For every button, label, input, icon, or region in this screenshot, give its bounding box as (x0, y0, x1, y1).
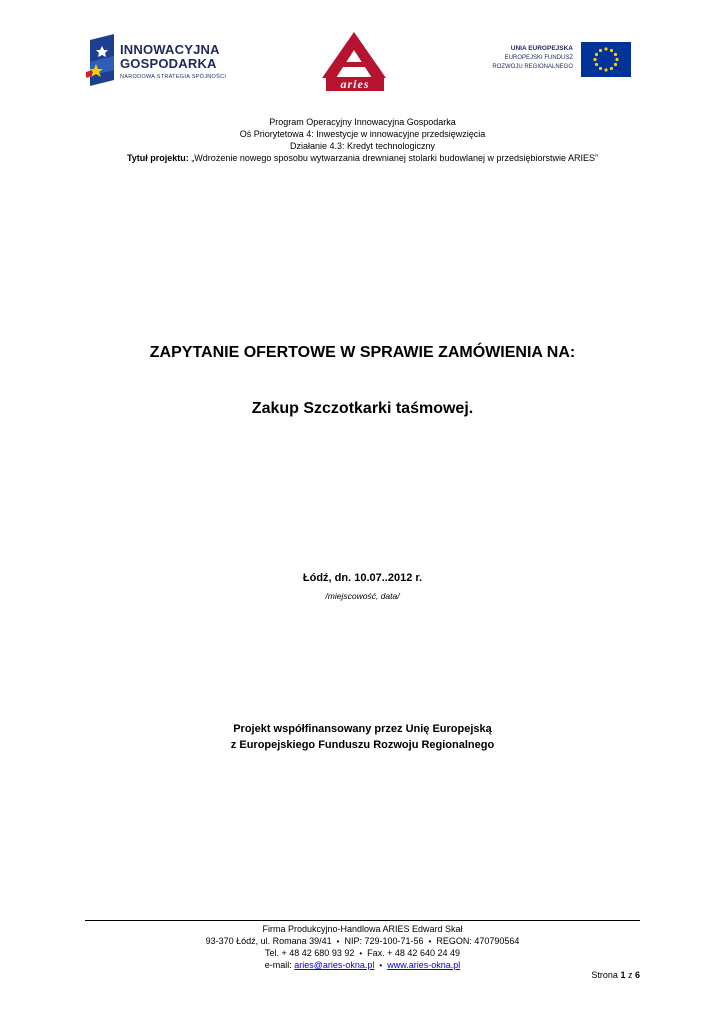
footer-address-line (0, 936, 725, 947)
aries-logo (318, 30, 390, 94)
place-date: Łódź, dn. 10.07..2012 r. (302, 572, 423, 584)
website-link[interactable]: www.aries-okna.pl (387, 960, 461, 970)
footer-address: 93-370 Łódź, ul. Romana 39/41 (205, 936, 332, 946)
program-name: Program Operacyjny Innowacyjna Gospodarka (269, 117, 456, 127)
page-of: z (625, 970, 635, 980)
page-number (591, 970, 640, 980)
page-total: 6 (634, 970, 640, 980)
footer-divider (85, 920, 640, 921)
innowacyjna-gospodarka-logo (86, 34, 236, 86)
project-title-value: „Wdrożenie nowego sposobu wytwarzania drewnianej stolarki budowlanej w przedsiębiorstwie ARIES” (188, 153, 599, 163)
eu-line-3: ROZWOJU REGIONALNEGO (492, 64, 573, 70)
footer-nip: NIP: 729-100-71-56 (344, 936, 424, 946)
aries-wordmark: aries (326, 77, 384, 91)
measure: Działanie 4.3: Kredyt technologiczny (289, 141, 436, 151)
eu-flag-icon (581, 42, 631, 77)
document-heading: ZAPYTANIE OFERTOWE W SPRAWIE ZAMÓWIENIA NA: (149, 344, 576, 361)
flag-star-icon (86, 34, 118, 86)
eu-line-1: UNIA EUROPEJSKA (510, 45, 573, 52)
email-link[interactable]: aries@aries-okna.pl (294, 960, 375, 970)
priority-axis: Oś Priorytetowa 4: Inwestycje w innowacyjne przedsięwzięcia (239, 129, 486, 139)
project-title (60, 153, 665, 164)
eu-line-2: EUROPEJSKI FUNDUSZ (504, 55, 573, 61)
logo-subtitle: NARODOWA STRATEGIA SPÓJNOŚCI (120, 74, 227, 80)
bullet-icon: • (359, 949, 363, 958)
cofinance-line-1: Projekt współfinansowany przez Unię Europejską (233, 723, 492, 735)
footer-fax: Fax. + 48 42 640 24 49 (367, 948, 460, 958)
order-subject: Zakup Szczotkarki taśmowej. (251, 400, 474, 417)
eu-logo (492, 42, 631, 78)
cofinance-line-2: z Europejskiego Funduszu Rozwoju Regionalnego (230, 739, 495, 751)
footer-phone-line (0, 948, 725, 959)
project-title-label: Tytuł projektu: (126, 153, 189, 163)
footer-tel: Tel. + 48 42 680 93 92 (265, 948, 355, 958)
aries-triangle-icon (322, 32, 386, 78)
footer-regon: REGON: 470790564 (436, 936, 520, 946)
bullet-icon: • (428, 937, 432, 946)
place-date-hint: /miejscowość, data/ (325, 591, 400, 601)
page-current: 1 (620, 970, 626, 980)
bullet-icon: • (379, 961, 383, 970)
footer-company: Firma Produkcyjno-Handlowa ARIES Edward Skał (262, 924, 463, 934)
bullet-icon: • (336, 937, 340, 946)
footer-email-label: e-mail: (264, 960, 295, 970)
page-label: Strona (591, 970, 621, 980)
logo-title: INNOWACYJNA GOSPODARKA (120, 42, 220, 71)
